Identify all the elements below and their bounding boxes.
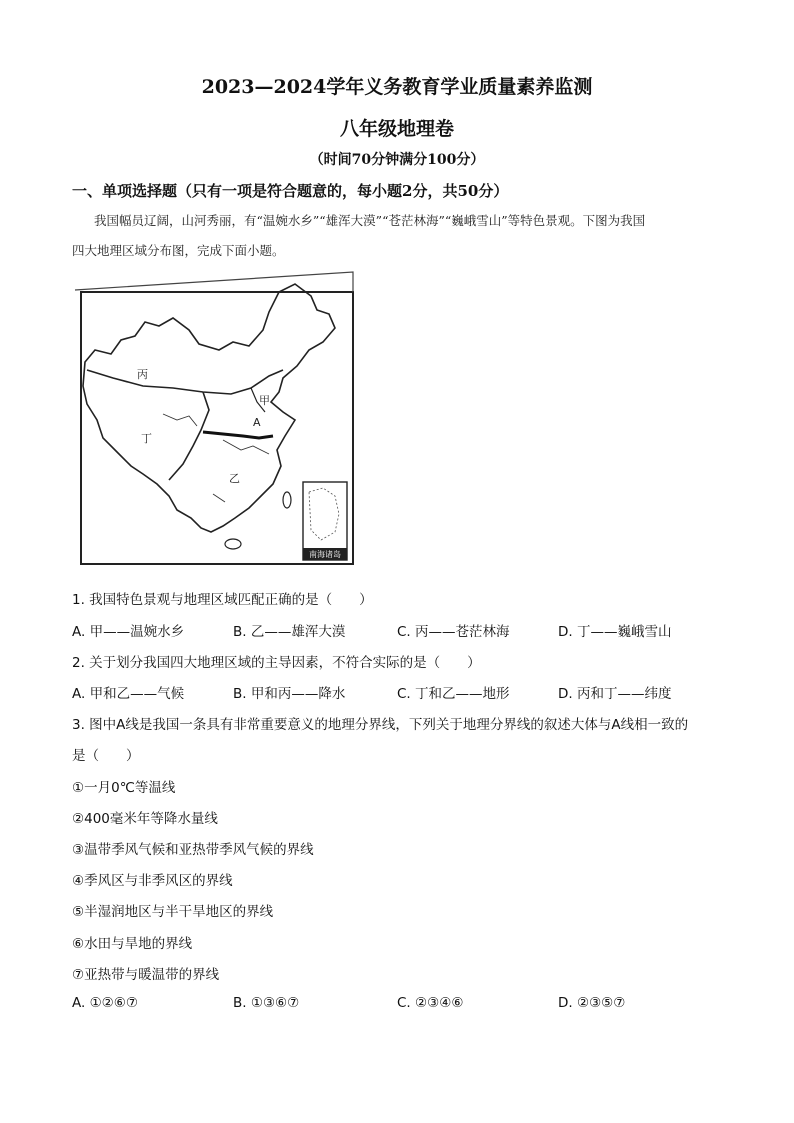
line-a (203, 432, 273, 438)
exam-title: 2023—2024学年义务教育学业质量素养监测 (201, 76, 593, 98)
q3-option-b[interactable]: B. ①③⑥⑦ (233, 995, 300, 1011)
question-2-stem: 2. 关于划分我国四大地理区域的主导因素，不符合实际的是（ ） (72, 655, 481, 671)
inset-caption: 南海诸岛 (309, 550, 341, 559)
q3-item-6: ⑥水田与旱地的界线 (72, 936, 193, 952)
label-bing: 丙 (137, 368, 148, 381)
q3-item-2: ②400毫米年等降水量线 (72, 811, 218, 827)
q3-item-4: ④季风区与非季风区的界线 (72, 873, 233, 889)
map-frame-skew (75, 272, 353, 292)
question-3-stem-cont: 是（ ） (72, 748, 140, 764)
boundary-qinghai (169, 392, 209, 480)
river (223, 440, 269, 454)
time-note: （时间70分钟满分100分） (309, 152, 485, 168)
intro-line-1: 我国幅员辽阔，山河秀丽，有“温婉水乡”“雄浑大漠”“苍茫林海”“巍峨雪山”等特色景观。下图为我国 (94, 213, 646, 228)
q2-option-b[interactable]: B. 甲和丙——降水 (233, 686, 346, 702)
china-regions-map (73, 270, 355, 568)
q3-option-d[interactable]: D. ②③⑤⑦ (558, 995, 626, 1011)
label-yi: 乙 (229, 472, 240, 485)
section-heading: 一、单项选择题（只有一项是符合题意的，每小题2分，共50分） (72, 182, 509, 200)
map-svg (73, 270, 355, 568)
map-frame (81, 292, 353, 564)
q3-item-1: ①一月0℃等温线 (72, 780, 176, 796)
question-3-stem: 3. 图中A线是我国一条具有非常重要意义的地理分界线，下列关于地理分界线的叙述大体与A线相一致的 (72, 717, 689, 733)
taiwan-island (283, 492, 291, 508)
question-1-stem: 1. 我国特色景观与地理区域匹配正确的是（ ） (72, 592, 373, 608)
label-a: A (253, 416, 261, 429)
hainan-island (225, 539, 241, 549)
q1-option-c[interactable]: C. 丙——苍茫林海 (397, 624, 510, 640)
q2-option-a[interactable]: A. 甲和乙——气候 (72, 686, 185, 702)
label-ding: 丁 (141, 432, 152, 445)
q1-option-d[interactable]: D. 丁——巍峨雪山 (558, 624, 672, 640)
q1-option-b[interactable]: B. 乙——雄浑大漠 (233, 624, 346, 640)
q2-option-d[interactable]: D. 丙和丁——纬度 (558, 686, 672, 702)
q3-item-7: ⑦亚热带与暖温带的界线 (72, 967, 220, 983)
exam-subtitle: 八年级地理卷 (339, 118, 454, 140)
river (213, 494, 225, 502)
q3-option-c[interactable]: C. ②③④⑥ (397, 995, 464, 1011)
river (163, 414, 197, 426)
q3-item-5: ⑤半湿润地区与半干旱地区的界线 (72, 904, 274, 920)
intro-paragraph (72, 206, 722, 266)
nanhai-dashed-line (309, 488, 339, 540)
q1-option-a[interactable]: A. 甲——温婉水乡 (72, 624, 185, 640)
intro-line-2: 四大地理区域分布图，完成下面小题。 (72, 243, 285, 258)
q3-option-a[interactable]: A. ①②⑥⑦ (72, 995, 138, 1011)
label-jia: 甲 (259, 394, 270, 407)
q3-item-3: ③温带季风气候和亚热带季风气候的界线 (72, 842, 314, 858)
boundary-northwest (87, 370, 283, 394)
q2-option-c[interactable]: C. 丁和乙——地形 (397, 686, 510, 702)
